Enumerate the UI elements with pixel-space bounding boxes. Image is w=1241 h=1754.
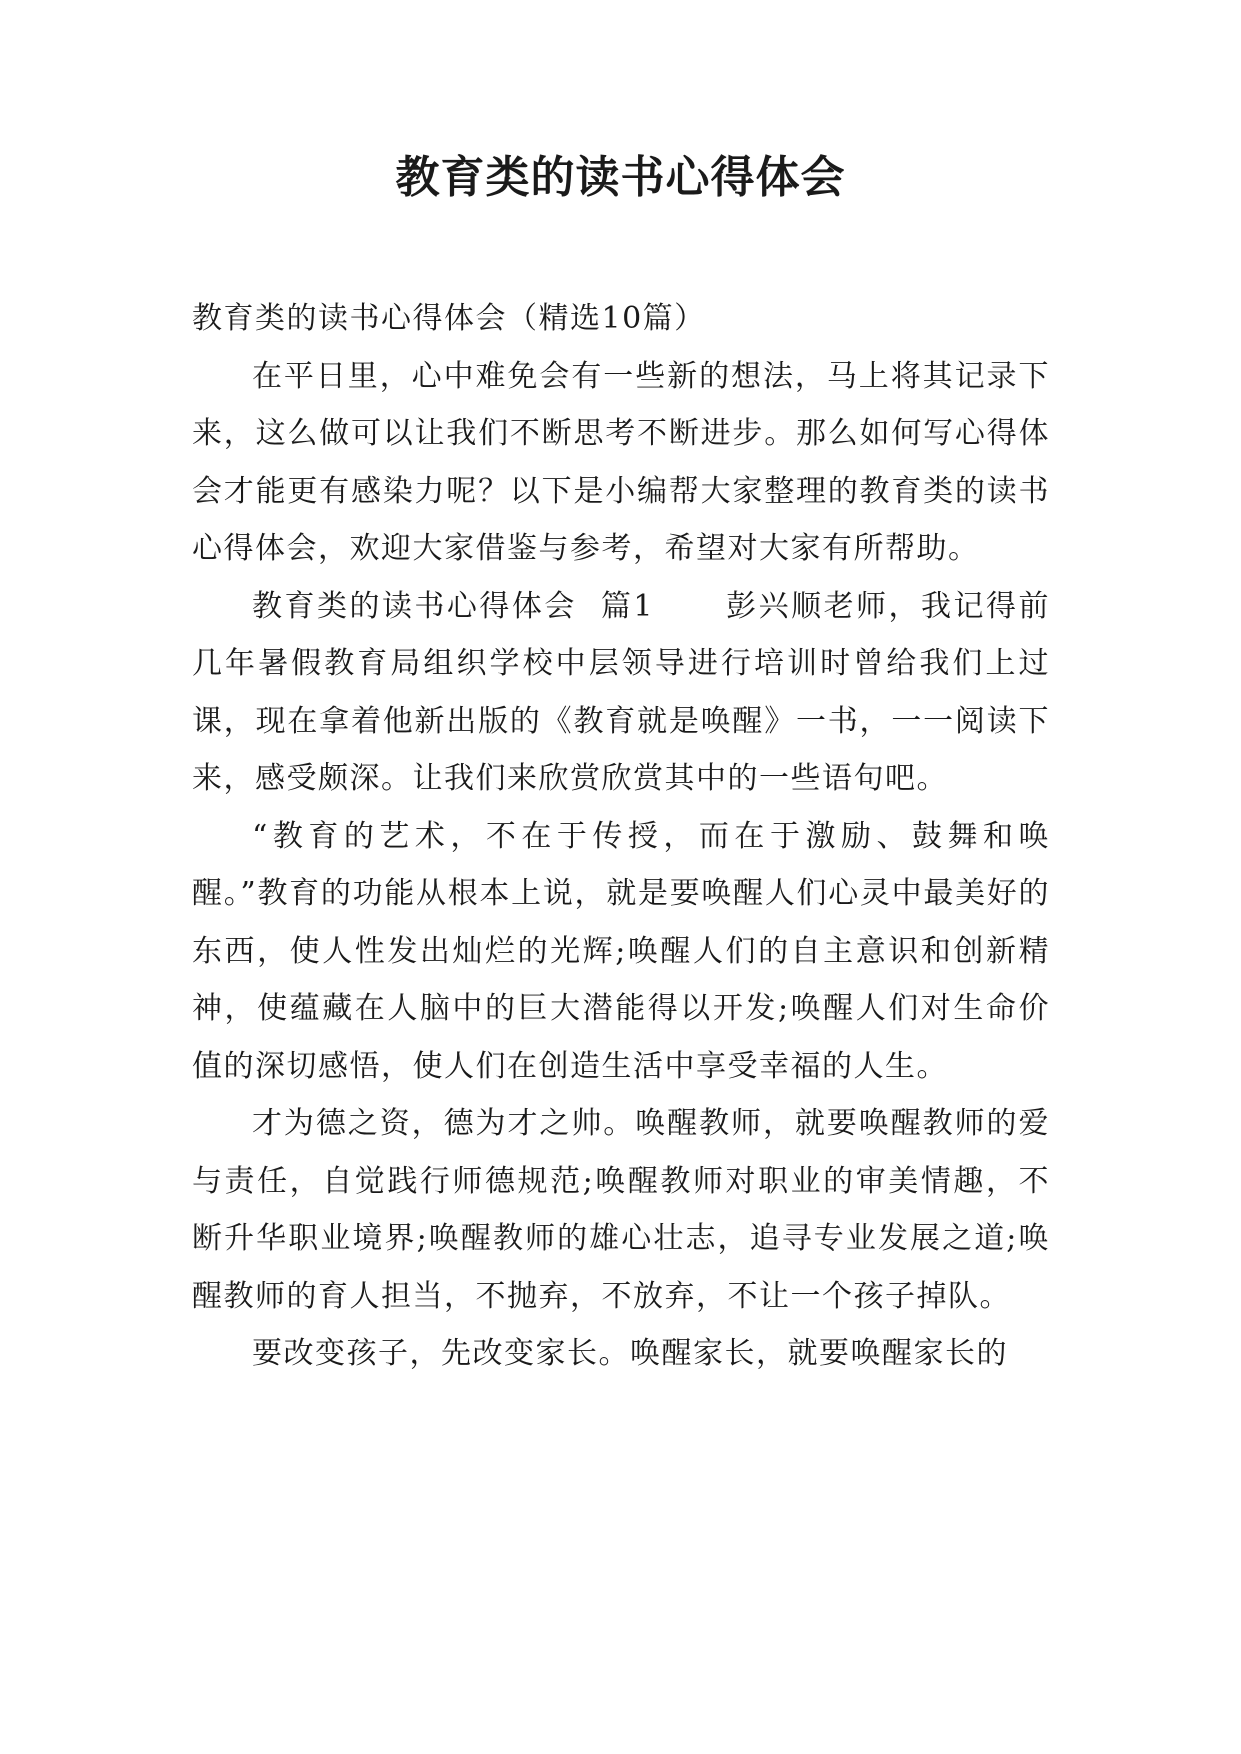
subtitle-paragraph: 教育类的读书心得体会（精选10篇）: [192, 301, 706, 336]
teacher-paragraph: 才为德之资，德为才之帅。唤醒教师，就要唤醒教师的爱与责任，自觉践行师德规范;唤醒教师对职业的审美情趣，不断升华职业境界;唤醒教师的雄心壮志，追寻专业发展之道;唤醒教师的育人担当，不抛弃，不放弃，不让一个孩子掉队。: [192, 1106, 1050, 1314]
section-1-paragraph: 教育类的读书心得体会 篇1 彭兴顺老师，我记得前几年暑假教育局组织学校中层领导进行培训时曾给我们上过课，现在拿着他新出版的《教育就是唤醒》一书，一一阅读下来，感受颇深。让我们来欣赏欣赏其中的一些语句吧。: [192, 588, 1050, 796]
intro-paragraph: 在平日里，心中难免会有一些新的想法，马上将其记录下来，这么做可以让我们不断思考不断进步。那么如何写心得体会才能更有感染力呢？以下是小编帮大家整理的教育类的读书心得体会，欢迎大家借鉴与参考，希望对大家有所帮助。: [192, 358, 1050, 566]
quote-paragraph: “教育的艺术，不在于传授，而在于激励、鼓舞和唤醒。”教育的功能从根本上说，就是要唤醒人们心灵中最美好的东西，使人性发出灿烂的光辉;唤醒人们的自主意识和创新精神，使蕴藏在人脑中的巨大潜能得以开发;唤醒人们对生命价值的深切感悟，使人们在创造生活中享受幸福的人生。: [192, 818, 1050, 1084]
parent-paragraph: 要改变孩子，先改变家长。唤醒家长，就要唤醒家长的: [252, 1336, 1008, 1371]
document-body: [192, 290, 1050, 1383]
document-title: 教育类的读书心得体会: [395, 152, 846, 203]
